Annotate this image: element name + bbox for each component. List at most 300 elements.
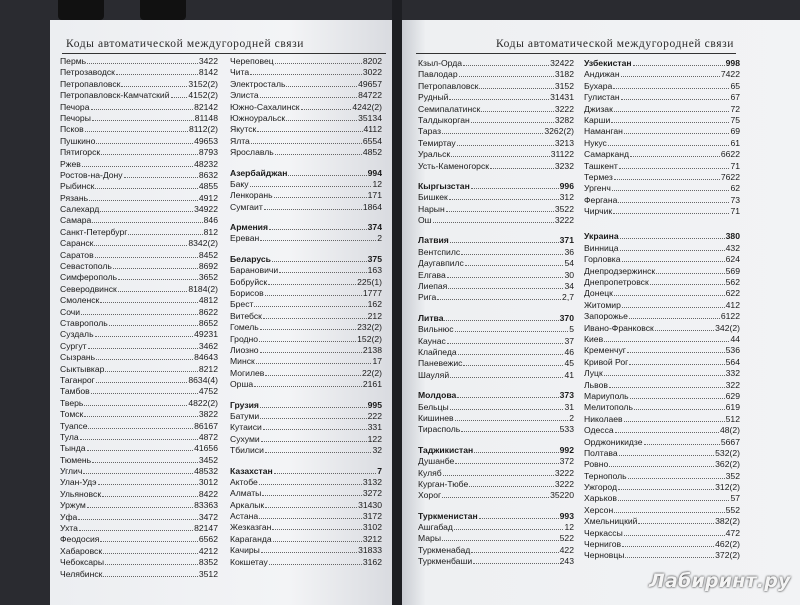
- dot-leader: [84, 409, 198, 417]
- dot-leader: [612, 183, 730, 191]
- dot-leader: [274, 466, 377, 474]
- city-code-entry: [584, 195, 740, 206]
- city-name: Жезказган: [230, 522, 272, 533]
- dialing-code: 372: [559, 456, 574, 467]
- city-code-entry: [418, 138, 574, 149]
- city-name: Мары: [418, 533, 441, 544]
- city-name: Якутск: [230, 124, 257, 135]
- city-name: Днепропетровск: [584, 277, 649, 288]
- country-name: Туркменистан: [418, 510, 478, 521]
- dialing-code: 4212: [198, 545, 218, 556]
- left-page: [50, 20, 392, 605]
- dot-leader: [622, 254, 725, 262]
- city-code-entry: [230, 136, 382, 147]
- city-name: Чебоксары: [60, 557, 105, 568]
- dialing-code: 382(2): [715, 516, 740, 527]
- country-code: 992: [559, 444, 574, 455]
- city-code-entry: [584, 505, 740, 516]
- city-name: Душанбе: [418, 456, 455, 467]
- country-section-turkmenistan: [418, 511, 574, 568]
- dot-leader: [629, 311, 720, 319]
- city-code-entry: [418, 104, 574, 115]
- city-name: Донецк: [584, 288, 613, 299]
- city-name: Днепродзержинск: [584, 265, 656, 276]
- dot-leader: [171, 90, 188, 98]
- city-list: [418, 58, 574, 172]
- dot-leader: [260, 400, 367, 408]
- city-name: Могилев: [230, 367, 265, 378]
- dot-leader: [624, 528, 725, 536]
- dot-leader: [105, 364, 197, 372]
- city-name: Ереван: [230, 233, 260, 244]
- city-code-entry: [60, 67, 218, 78]
- country-name: Молдова: [418, 390, 457, 401]
- city-code-entry: [584, 149, 740, 160]
- dot-leader: [269, 222, 367, 230]
- city-code-entry: [418, 270, 574, 281]
- dialing-code: 31430: [358, 499, 382, 510]
- city-code-entry: [230, 299, 382, 310]
- dialing-code: 462(2): [715, 539, 740, 550]
- dot-leader: [615, 425, 719, 433]
- dot-leader: [79, 523, 193, 531]
- city-name: Курган-Тюбе: [418, 478, 469, 489]
- dot-leader: [463, 58, 549, 66]
- dialing-code: 49657: [358, 78, 382, 89]
- city-code-entry: [60, 409, 218, 420]
- dot-leader: [100, 295, 198, 303]
- city-name: Кокшетау: [230, 556, 268, 567]
- city-name: Бишкек: [418, 192, 448, 203]
- dialing-code: 54: [564, 258, 574, 269]
- city-code-entry: [584, 437, 740, 448]
- city-name: Пушкино: [60, 135, 96, 146]
- city-code-entry: [230, 534, 382, 545]
- city-name: Тернополь: [584, 470, 627, 481]
- city-code-entry: [60, 215, 218, 226]
- city-name: Томск: [60, 409, 84, 420]
- city-code-entry: [418, 336, 574, 347]
- dot-leader: [118, 284, 188, 292]
- city-code-entry: [60, 272, 218, 283]
- dialing-code: 22(2): [361, 367, 382, 378]
- city-code-entry: [584, 402, 740, 413]
- city-code-entry: [60, 512, 218, 523]
- city-name: Каунас: [418, 335, 446, 346]
- city-name: Туапсе: [60, 420, 88, 431]
- city-code-entry: [418, 149, 574, 160]
- city-code-entry: [230, 90, 382, 101]
- dot-leader: [256, 356, 372, 364]
- dot-leader: [455, 456, 558, 464]
- dot-leader: [288, 168, 366, 176]
- dialing-code: 3222: [554, 467, 574, 478]
- dot-leader: [442, 126, 543, 134]
- dialing-code: 3512: [198, 568, 218, 579]
- dot-leader: [447, 336, 564, 344]
- dialing-code: 32422: [550, 58, 574, 68]
- city-name: Сызрань: [60, 352, 96, 363]
- city-name: Шауляй: [418, 369, 450, 380]
- city-name: Хорог: [418, 490, 442, 501]
- dialing-code: 312(2): [715, 482, 740, 493]
- dot-leader: [620, 231, 725, 239]
- city-name: Фергана: [584, 194, 618, 205]
- city-code-entry: [60, 500, 218, 511]
- country-code: 993: [559, 510, 574, 521]
- dot-leader: [109, 318, 198, 326]
- dot-leader: [644, 437, 720, 445]
- city-code-entry: [230, 179, 382, 190]
- city-code-entry: [60, 477, 218, 488]
- dot-leader: [447, 270, 564, 278]
- dialing-code: 48232: [194, 158, 218, 169]
- dialing-code: 3462: [198, 340, 218, 351]
- dialing-code: 69: [730, 126, 740, 137]
- dialing-code: 8622: [198, 306, 218, 317]
- city-code-entry: [418, 324, 574, 335]
- dot-leader: [609, 459, 714, 467]
- dot-leader: [250, 179, 372, 187]
- dot-leader: [463, 358, 563, 366]
- dot-leader: [604, 368, 725, 376]
- city-code-entry: [418, 358, 574, 369]
- city-code-entry: [60, 375, 218, 386]
- dot-leader: [259, 477, 362, 485]
- dot-leader: [633, 58, 725, 66]
- dot-leader: [254, 379, 362, 387]
- city-name: Баку: [230, 178, 249, 189]
- city-code-entry: [60, 170, 218, 181]
- dot-leader: [275, 56, 362, 64]
- city-code-entry: [418, 402, 574, 413]
- city-name: Винница: [584, 242, 619, 253]
- city-name: Барановичи: [230, 265, 279, 276]
- country-section-tajikistan: [418, 445, 574, 502]
- dot-leader: [465, 258, 564, 266]
- dialing-code: 2138: [362, 344, 382, 355]
- city-name: Сумгаит: [230, 201, 263, 212]
- country-name: Беларусь: [230, 253, 271, 264]
- city-name: Мелитополь: [584, 402, 633, 413]
- running-title: Коды автоматической междугородней связи: [66, 38, 305, 50]
- country-name: Латвия: [418, 235, 449, 246]
- country-code: 7: [377, 465, 382, 476]
- dialing-code: 8202: [362, 56, 382, 66]
- dot-leader: [650, 277, 725, 285]
- city-name: Нарын: [418, 203, 445, 214]
- city-code-entry: [418, 522, 574, 533]
- city-name: Саранск: [60, 238, 94, 249]
- country-name: Казахстан: [230, 465, 273, 476]
- dialing-code: 49231: [194, 329, 218, 340]
- dot-leader: [92, 113, 194, 121]
- country-code: 375: [367, 253, 382, 264]
- city-name: Феодосия: [60, 534, 100, 545]
- dialing-code: 35134: [358, 112, 382, 123]
- country-heading: [418, 445, 574, 456]
- dot-leader: [469, 479, 554, 487]
- city-code-entry: [230, 288, 382, 299]
- city-code-entry: [418, 247, 574, 258]
- dot-leader: [103, 569, 197, 577]
- country-heading: [418, 390, 574, 401]
- city-name: Ульяновск: [60, 488, 102, 499]
- dialing-code: 82147: [194, 523, 218, 534]
- dialing-code: 17: [372, 356, 382, 367]
- city-name: Житомир: [584, 299, 621, 310]
- country-section-uzbekistan: [584, 58, 740, 217]
- city-code-entry: [418, 556, 574, 567]
- city-code-entry: [584, 459, 740, 470]
- city-name: Севастополь: [60, 261, 112, 272]
- title-rule: [416, 53, 736, 54]
- dot-leader: [261, 545, 357, 553]
- city-name: Минск: [230, 356, 255, 367]
- dot-leader: [265, 288, 362, 296]
- dialing-code: 8422: [198, 488, 218, 499]
- dialing-code: 84643: [194, 352, 218, 363]
- dot-leader: [118, 272, 198, 280]
- country-name: Кыргызстан: [418, 180, 470, 191]
- city-name: Горловка: [584, 254, 621, 265]
- dot-leader: [263, 422, 367, 430]
- city-name: Хабаровск: [60, 545, 103, 556]
- dot-leader: [622, 539, 714, 547]
- dialing-code: 8652: [198, 317, 218, 328]
- dot-leader: [471, 181, 559, 189]
- city-name: Тирасполь: [418, 424, 461, 435]
- city-name: Батуми: [230, 410, 260, 421]
- city-name: Ужгород: [584, 482, 618, 493]
- country-heading: [584, 231, 740, 242]
- dot-leader: [121, 79, 187, 87]
- country-code: 371: [559, 235, 574, 246]
- city-code-entry: [418, 468, 574, 479]
- city-name: Ухта: [60, 523, 78, 534]
- city-code-entry: [584, 345, 740, 356]
- city-code-entry: [418, 215, 574, 226]
- dialing-code: 3132: [362, 476, 382, 487]
- city-name: Чита: [230, 67, 250, 78]
- dialing-code: 3452: [198, 454, 218, 465]
- country-heading: [230, 466, 382, 477]
- city-name: Ташкент: [584, 160, 618, 171]
- city-code-entry: [584, 380, 740, 391]
- city-name: Темиртау: [418, 137, 456, 148]
- city-name: Уральск: [418, 149, 451, 160]
- dialing-code: 8142: [198, 67, 218, 78]
- city-code-entry: [418, 192, 574, 203]
- city-name: Талдыкорган: [418, 114, 470, 125]
- dot-leader: [458, 347, 564, 355]
- city-code-entry: [60, 204, 218, 215]
- city-name: Рязань: [60, 192, 89, 203]
- city-name: Петропавловск-Камчатский: [60, 90, 170, 101]
- dialing-code: 225(1): [357, 276, 382, 287]
- dot-leader: [457, 138, 554, 146]
- country-name: Таджикистан: [418, 444, 474, 455]
- dot-leader: [625, 550, 714, 558]
- dialing-code: 162: [367, 299, 382, 310]
- country-heading: [418, 313, 574, 324]
- city-code-entry: [418, 204, 574, 215]
- dialing-code: 163: [367, 265, 382, 276]
- dot-leader: [272, 254, 367, 262]
- city-code-entry: [230, 334, 382, 345]
- dot-leader: [437, 292, 561, 300]
- dot-leader: [103, 546, 198, 554]
- city-code-entry: [230, 411, 382, 422]
- dot-leader: [124, 170, 198, 178]
- country-name: Литва: [418, 312, 444, 323]
- binder-clip: [140, 0, 186, 20]
- dialing-code: 8184(2): [188, 283, 218, 294]
- country-section-belarus: [230, 254, 382, 391]
- dot-leader: [98, 477, 198, 485]
- dialing-code: 6622: [720, 149, 740, 160]
- dialing-code: 84722: [358, 90, 382, 101]
- city-code-entry: [60, 124, 218, 135]
- city-code-entry: [584, 69, 740, 80]
- city-code-entry: [584, 206, 740, 217]
- dialing-code: 67: [730, 92, 740, 103]
- city-code-entry: [584, 254, 740, 265]
- city-code-entry: [584, 81, 740, 92]
- city-code-entry: [584, 277, 740, 288]
- city-name: Кривой Рог: [584, 356, 629, 367]
- dot-leader: [262, 488, 362, 496]
- city-code-entry: [584, 183, 740, 194]
- dialing-code: 2161: [362, 379, 382, 390]
- city-code-entry: [418, 370, 574, 381]
- dot-leader: [457, 390, 558, 398]
- city-code-entry: [60, 193, 218, 204]
- dialing-code: 48(2): [719, 425, 740, 436]
- city-code-entry: [230, 311, 382, 322]
- city-code-entry: [418, 545, 574, 556]
- city-code-entry: [418, 115, 574, 126]
- city-code-entry: [230, 102, 382, 113]
- dot-leader: [286, 113, 357, 121]
- city-code-entry: [230, 345, 382, 356]
- dot-leader: [621, 92, 730, 100]
- country-code: 995: [367, 399, 382, 410]
- dot-leader: [629, 357, 724, 365]
- country-code: 998: [725, 58, 740, 68]
- dialing-code: 34922: [194, 204, 218, 215]
- dot-leader: [455, 413, 569, 421]
- city-code-entry: [60, 181, 218, 192]
- dot-leader: [474, 445, 558, 453]
- city-code-entry: [60, 341, 218, 352]
- dialing-code: 533: [559, 424, 574, 435]
- city-name: Ставрополь: [60, 317, 108, 328]
- dot-leader: [272, 522, 361, 530]
- book-gutter: [392, 0, 402, 605]
- city-name: Черкассы: [584, 527, 623, 538]
- binder-clip: [58, 0, 104, 20]
- dialing-code: 1864: [362, 201, 382, 212]
- dot-leader: [92, 215, 202, 223]
- dot-leader: [614, 104, 730, 112]
- dialing-code: 3652: [198, 272, 218, 283]
- city-name: Ялта: [230, 135, 250, 146]
- dot-leader: [279, 265, 367, 273]
- city-name: Смоленск: [60, 295, 100, 306]
- city-name: Наманган: [584, 126, 623, 137]
- dot-leader: [82, 159, 193, 167]
- country-name: Грузия: [230, 399, 259, 410]
- city-name: Тбилиси: [230, 445, 264, 456]
- city-code-entry: [584, 414, 740, 425]
- dialing-code: 352: [725, 470, 740, 481]
- dialing-code: 3012: [198, 477, 218, 488]
- dialing-code: 536: [725, 345, 740, 356]
- dot-leader: [627, 345, 725, 353]
- dot-leader: [265, 445, 372, 453]
- city-code-entry: [230, 233, 382, 244]
- city-name: Салехард: [60, 204, 100, 215]
- city-code-entry: [230, 422, 382, 433]
- dot-leader: [613, 206, 729, 214]
- dot-leader: [479, 81, 553, 89]
- dialing-code: 86167: [194, 420, 218, 431]
- city-name: Ашгабад: [418, 522, 453, 533]
- dot-leader: [451, 149, 550, 157]
- city-name: Симферополь: [60, 272, 118, 283]
- dot-leader: [265, 368, 361, 376]
- dialing-code: 362(2): [715, 459, 740, 470]
- dialing-code: 36: [564, 246, 574, 257]
- dialing-code: 3152: [554, 80, 574, 91]
- city-code-entry: [60, 364, 218, 375]
- city-code-entry: [584, 172, 740, 183]
- dialing-code: 12: [372, 178, 382, 189]
- city-name: Витебск: [230, 310, 262, 321]
- dot-leader: [609, 380, 725, 388]
- country-section-georgia: [230, 400, 382, 457]
- dot-leader: [473, 556, 559, 564]
- dialing-code: 522: [559, 533, 574, 544]
- city-name: Сочи: [60, 306, 81, 317]
- city-code-entry: [60, 307, 218, 318]
- country-heading: [230, 400, 382, 411]
- dialing-code: 2,7: [562, 292, 574, 303]
- dot-leader: [461, 424, 558, 432]
- city-code-entry: [60, 466, 218, 477]
- city-code-entry: [584, 448, 740, 459]
- dot-leader: [259, 334, 356, 342]
- dot-leader: [286, 79, 357, 87]
- dot-leader: [655, 323, 714, 331]
- dialing-code: 6562: [198, 534, 218, 545]
- city-code-entry: [60, 159, 218, 170]
- city-code-entry: [230, 557, 382, 568]
- city-code-entry: [60, 352, 218, 363]
- city-name: Ленкорань: [230, 190, 273, 201]
- dot-leader: [116, 67, 198, 75]
- city-name: Кутаиси: [230, 422, 262, 433]
- city-name: Сухуми: [230, 433, 260, 444]
- dot-leader: [78, 512, 198, 520]
- city-code-entry: [418, 479, 574, 490]
- city-code-entry: [584, 300, 740, 311]
- city-name: Ржев: [60, 158, 81, 169]
- dialing-code: 46: [564, 346, 574, 357]
- dot-leader: [619, 161, 730, 169]
- city-name: Южноуральск: [230, 112, 286, 123]
